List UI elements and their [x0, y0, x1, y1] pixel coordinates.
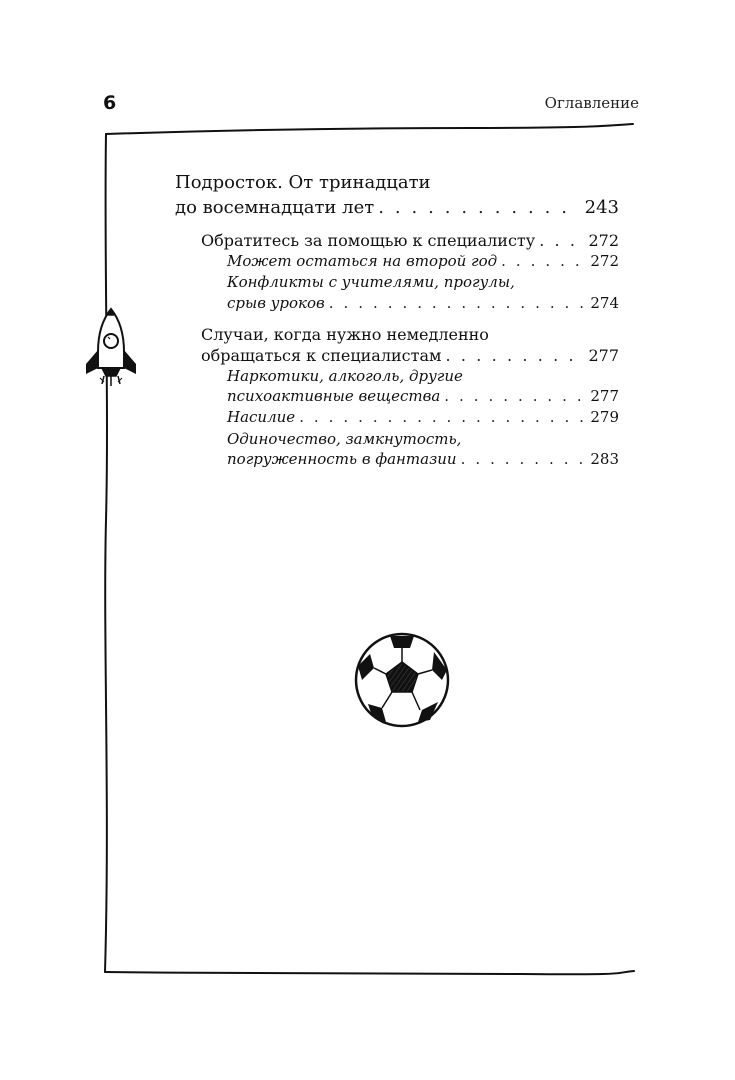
toc-subentry-title-line1[interactable]: Конфликты с учителями, прогулы,: [227, 273, 515, 291]
toc-page-number: 272: [590, 252, 619, 270]
toc-subentry-title-line2: психоактивные вещества: [227, 387, 441, 405]
toc-subentry-title-line2: срыв уроков: [227, 294, 325, 312]
page-number: 6: [103, 92, 117, 114]
toc-page-number: 279: [590, 408, 619, 426]
dot-leader: [461, 450, 585, 468]
toc-page-number: 243: [584, 197, 619, 218]
dot-leader: [539, 231, 582, 250]
rocket-icon: [80, 306, 142, 388]
toc-subentry[interactable]: [227, 450, 619, 468]
toc-subentry-title: Насилие: [227, 408, 296, 426]
dot-leader: [445, 346, 582, 365]
toc-page-number: 274: [590, 294, 619, 312]
toc-subentry[interactable]: [227, 408, 619, 426]
toc-section-title-line1[interactable]: Подросток. От тринадцати: [175, 172, 431, 193]
dot-leader: [378, 197, 578, 218]
dot-leader: [329, 294, 585, 312]
toc-subentry[interactable]: [227, 387, 619, 405]
toc-page-number: 272: [588, 231, 619, 250]
toc-entry[interactable]: [201, 231, 619, 250]
dot-leader: [299, 408, 584, 426]
dot-leader: [444, 387, 584, 405]
running-title: Оглавление: [544, 94, 639, 112]
toc-entry-title-line2: обращаться к специалистам: [201, 346, 442, 365]
toc-subentry[interactable]: [227, 252, 619, 270]
toc-page-number: 277: [590, 387, 619, 405]
toc-subentry-title-line1[interactable]: Одиночество, замкнутость,: [227, 430, 462, 448]
toc-subentry-title: Может остаться на второй год: [227, 252, 498, 270]
toc-subentry-title-line2: погруженность в фантазии: [227, 450, 457, 468]
soccer-ball-icon: [352, 630, 452, 730]
toc-subentry-title-line1[interactable]: Наркотики, алкоголь, другие: [227, 367, 463, 385]
dot-leader: [501, 252, 584, 270]
toc-entry[interactable]: [201, 346, 619, 365]
toc-page-number: 277: [588, 346, 619, 365]
toc-section-entry[interactable]: [175, 197, 619, 218]
toc-section-title-line2: до восемнадцати лет: [175, 197, 375, 218]
toc-entry-title: Обратитесь за помощью к специалисту: [201, 231, 536, 250]
toc-page-number: 283: [590, 450, 619, 468]
toc-subentry[interactable]: [227, 294, 619, 312]
toc-entry-title-line1[interactable]: Случаи, когда нужно немедленно: [201, 325, 489, 344]
